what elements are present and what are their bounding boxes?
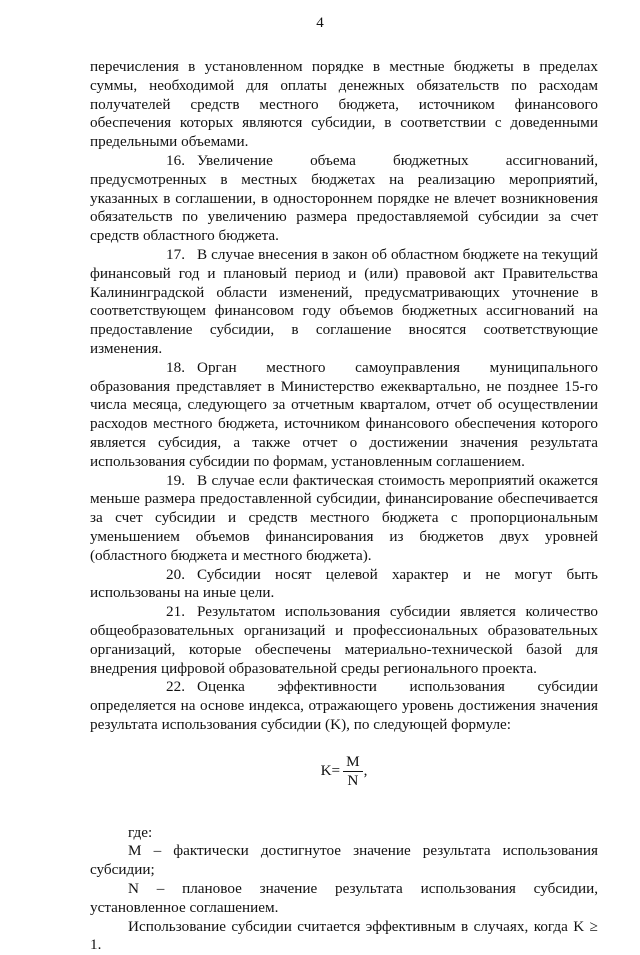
paragraph-20-number: 20. — [166, 565, 185, 583]
paragraph-18-number: 18. — [166, 358, 185, 376]
paragraph-17 — [90, 246, 598, 359]
formula-denominator: N — [347, 771, 359, 789]
paragraph-21 — [90, 603, 598, 678]
formula-fraction — [343, 753, 363, 790]
formula-numerator: M — [343, 753, 363, 772]
paragraph-20-text: Субсидии носят целевой характер и не могут быть использованы на иные цели. — [90, 565, 598, 602]
paragraph-18 — [90, 359, 598, 472]
definition-n: N – плановое значение результата использования субсидии, установленное соглашением. — [90, 880, 598, 916]
formula-trailing-comma: , — [363, 761, 368, 779]
paragraph-21-text: Результатом использования субсидии является количество общеобразовательных организаций и профессиональных образовательных организаций, которые обеспечены материально-технической базой для внедрения цифровой образовательной среды регионального проекта. — [90, 603, 598, 677]
paragraph-16 — [90, 152, 598, 246]
paragraph-22-number: 22. — [166, 678, 185, 696]
efficiency-formula — [90, 753, 598, 790]
definition-m: M – фактически достигнутое значение результата использования субсидии; — [90, 842, 598, 879]
paragraph-22-text: Оценка эффективности использования субсидии определяется на основе индекса, отражающего уровень достижения значения результата использования субсидии (K), по следующей формуле: — [90, 678, 598, 733]
paragraph-intro: перечисления в установленном порядке в местные бюджеты в пределах суммы, необходимой для оплаты денежных обязательств по расходам получателей средств местного бюджета, источником финансового обеспечения которых являются субсидии, в соответствии с доведенными предельными объемами. — [90, 58, 598, 151]
conclusion-text: Использование субсидии считается эффективным в случаях, когда K ≥ 1. — [90, 917, 598, 954]
paragraph-20 — [90, 566, 598, 604]
paragraph-16-number: 16. — [166, 151, 185, 169]
paragraph-17-text: В случае внесения в закон об областном бюджете на текущий финансовый год и плановый период и (или) правовой акт Правительства Калининградской области изменений, предусматривающих уточнение в соответствующем финансовом году объемов бюджетных ассигнований на предоставление субсидии, в соглашение вносятся соответствующие изменения. — [90, 245, 598, 357]
paragraph-19-text: В случае если фактическая стоимость мероприятий окажется меньше размера предоставленной субсидии, финансирование обеспечивается за счет субсидии и средств местного бюджета с пропорциональным уменьшением объемов финансирования из бюджетов двух уровней (областного бюджета и местного бюджета). — [90, 471, 598, 564]
paragraph-16-text: Увеличение объема бюджетных ассигнований, предусмотренных в местных бюджетах на реализацию мероприятий, указанных в соглашении, в одностороннем порядке не влечет возникновения обязательств по увеличению размера предоставляемой субсидии за счет средств областного бюджета. — [90, 151, 598, 245]
document-body — [90, 58, 598, 955]
paragraph-17-number: 17. — [166, 245, 185, 263]
paragraph-18-text: Орган местного самоуправления муниципального образования представляет в Министерство ежеквартально, не позднее 15-го числа месяца, следующего за отчетным кварталом, отчет об осуществлении расходов местного бюджета, источником финансового обеспечения которого является субсидия, а также отчет о достижении значения результата использования субсидии по формам, установленным соглашением. — [90, 358, 598, 470]
page-number: 4 — [316, 15, 324, 31]
where-label: где: — [128, 823, 153, 841]
formula-lhs: K= — [320, 761, 341, 779]
paragraph-19-number: 19. — [166, 471, 185, 489]
paragraph-22 — [90, 678, 598, 734]
paragraph-21-number: 21. — [166, 603, 185, 621]
paragraph-19 — [90, 472, 598, 566]
